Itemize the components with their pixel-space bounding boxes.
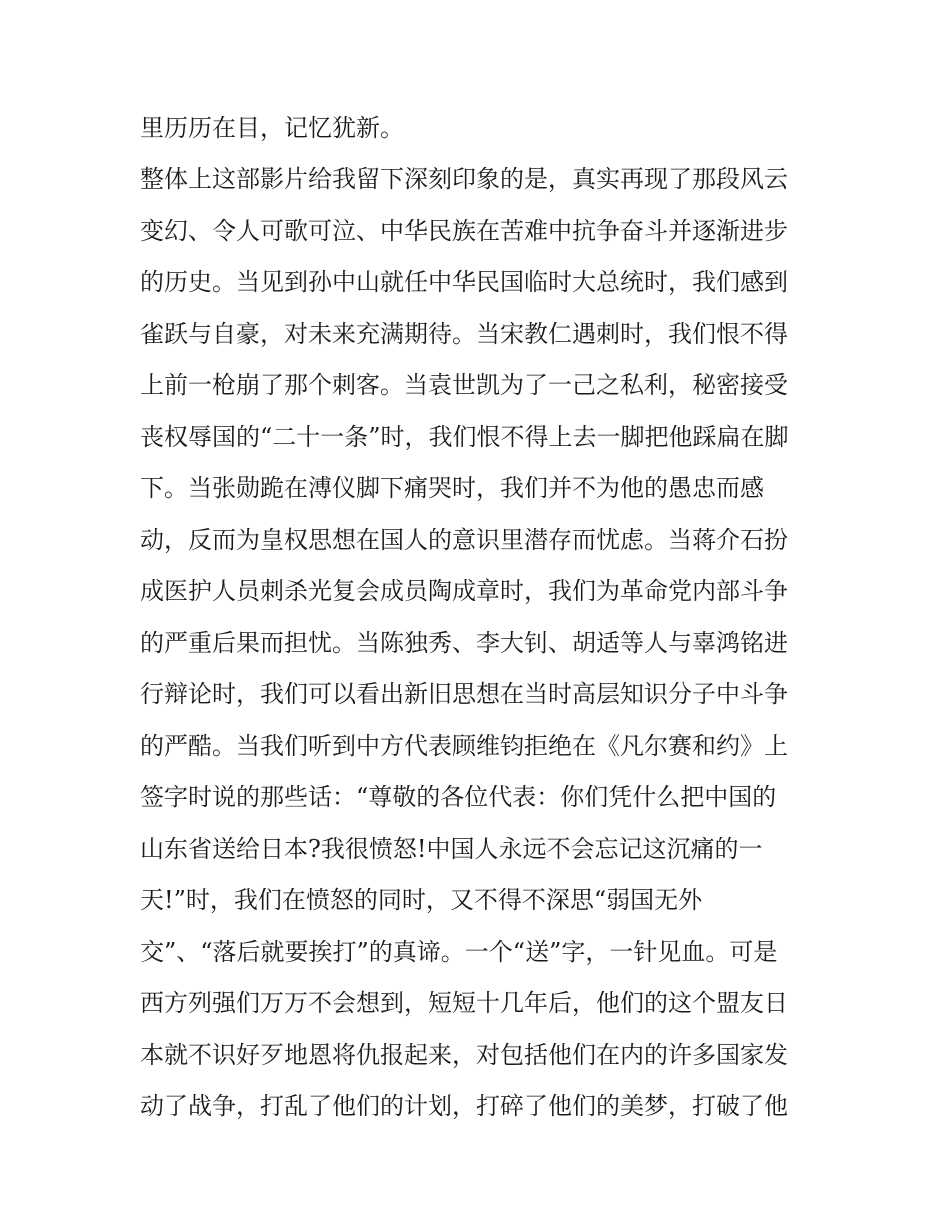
text-line: 的严重后果而担忧。当陈独秀、李大钊、胡适等人与辜鸿铭进 [140, 629, 788, 657]
text-line: 西方列强们万万不会想到，短短十几年后，他们的这个盟友日 [140, 989, 788, 1017]
text-line: 里历历在目，记忆犹新。 [140, 114, 404, 142]
text-line: 雀跃与自豪，对未来充满期待。当宋教仁遇刺时，我们恨不得 [140, 320, 788, 348]
text-line: 的严酷。当我们听到中方代表顾维钧拒绝在《凡尔赛和约》上 [140, 732, 788, 760]
text-line: 本就不识好歹地恩将仇报起来，对包括他们在内的许多国家发 [140, 1041, 788, 1069]
text-line: 丧权辱国的“二十一条”时，我们恨不得上去一脚把他踩扁在脚 [140, 423, 789, 451]
text-line: 下。当张勋跪在溥仪脚下痛哭时，我们并不为他的愚忠而感 [140, 474, 764, 502]
text-line: 的历史。当见到孙中山就任中华民国临时大总统时，我们感到 [140, 268, 788, 296]
text-line: 成医护人员刺杀光复会成员陶成章时，我们为革命党内部斗争 [140, 577, 788, 605]
text-line: 动了战争，打乱了他们的计划，打碎了他们的美梦，打破了他 [140, 1092, 788, 1120]
text-line: 变幻、令人可歌可泣、中华民族在苦难中抗争奋斗并逐渐进步 [140, 217, 788, 245]
text-line: 行辩论时，我们可以看出新旧思想在当时高层知识分子中斗争 [140, 680, 788, 708]
text-line: 交”、“落后就要挨打”的真谛。一个“送”字，一针见血。可是 [140, 938, 778, 966]
text-line: 上前一枪崩了那个刺客。当袁世凯为了一己之私利，秘密接受 [140, 371, 788, 399]
text-line: 签字时说的那些话：“尊敬的各位代表：你们凭什么把中国的 [140, 783, 777, 811]
text-line: 山东省送给日本?我很愤怒!中国人永远不会忘记这沉痛的一 [140, 835, 763, 863]
text-line: 整体上这部影片给我留下深刻印象的是，真实再现了那段风云 [140, 165, 788, 193]
text-line: 动，反而为皇权思想在国人的意识里潜存而忧虑。当蒋介石扮 [140, 526, 788, 554]
text-line: 天!”时，我们在愤怒的同时，又不得不深思“弱国无外 [140, 886, 703, 914]
